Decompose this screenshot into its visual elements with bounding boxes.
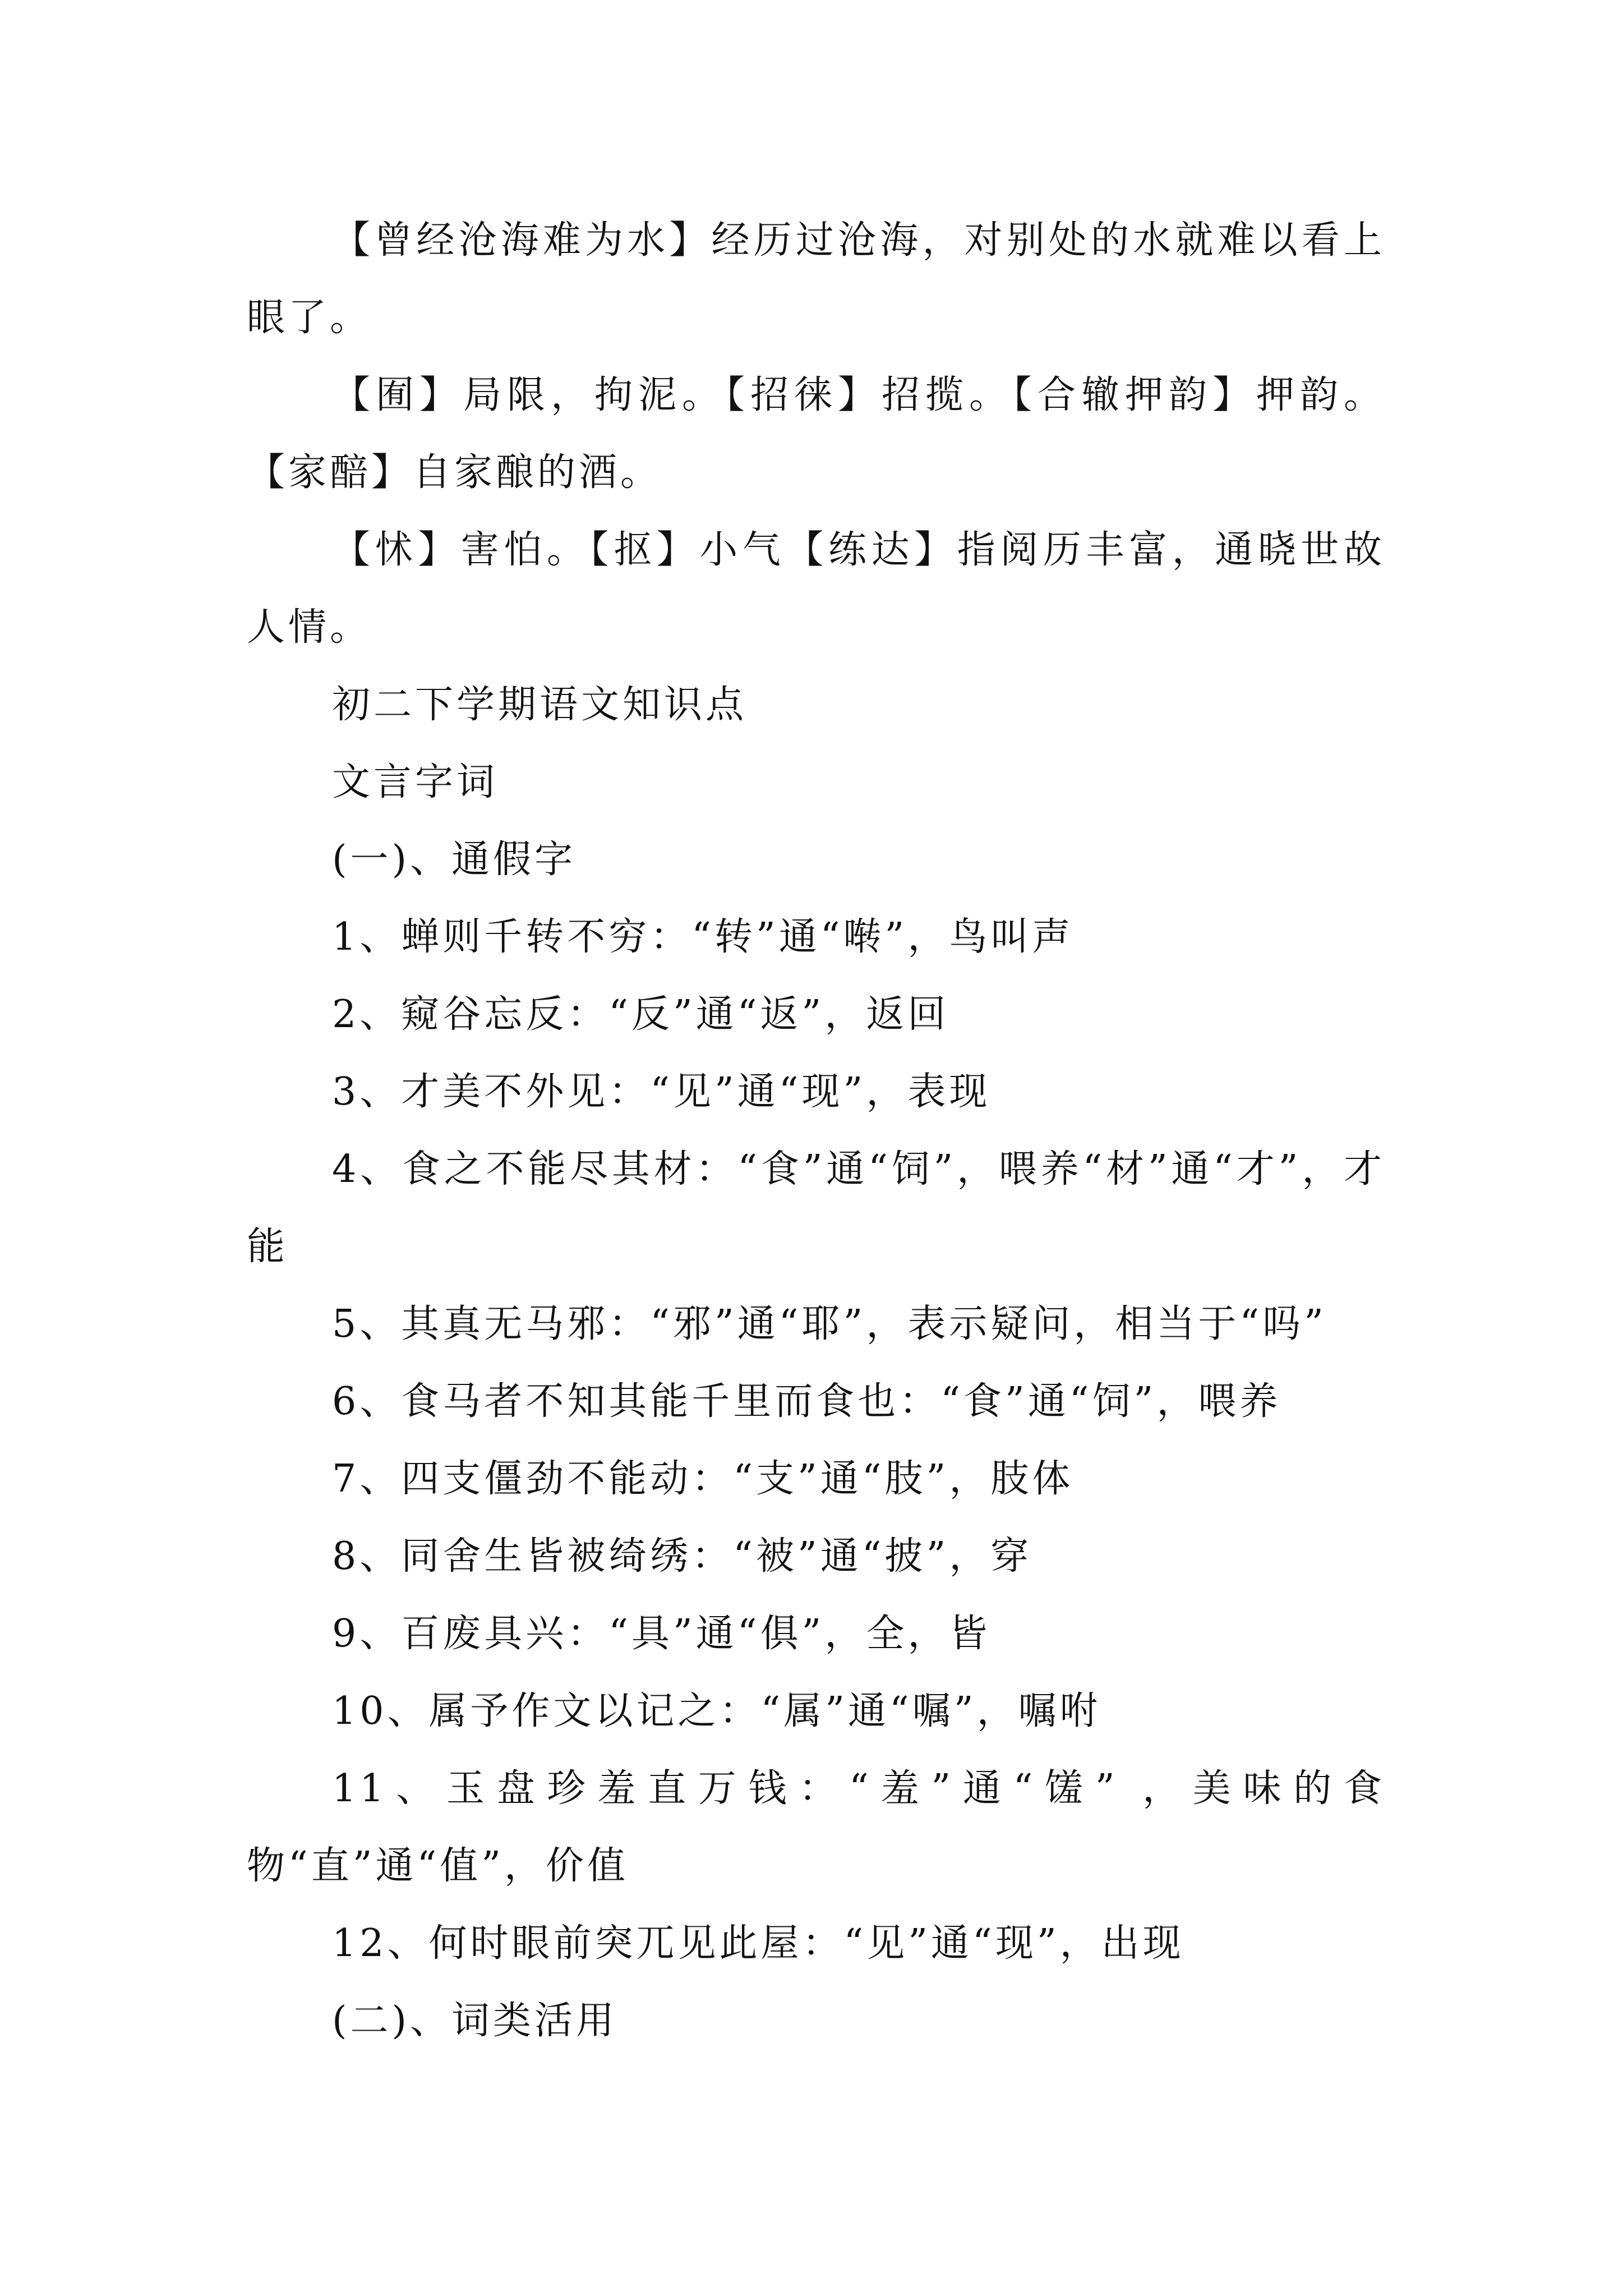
list-item: 9、百废具兴：“具”通“俱”，全，皆 (332, 1612, 991, 1656)
list-item: 8、同舍生皆被绮绣：“被”通“披”，穿 (332, 1534, 1032, 1579)
list-item: 1、蝉则千转不穷：“转”通“啭”，鸟叫声 (332, 915, 1074, 959)
document-page (247, 202, 1385, 2060)
glossary-paragraph-3: 【怵】害怕。【抠】小气【练达】指阅历丰富，通晓世故人情。 (247, 528, 1385, 650)
list-item: 7、四支僵劲不能动：“支”通“肢”，肢体 (332, 1457, 1074, 1501)
list-item: 2、窥谷忘反：“反”通“返”，返回 (332, 992, 949, 1037)
section-heading: 初二下学期语文知识点 (332, 683, 748, 727)
list-item: 11、玉盘珍羞直万钱：“羞”通“馐” ，美味的食物“直”通“值”，价值 (247, 1766, 1385, 1888)
glossary-paragraph-1: 【曾经沧海难为水】经历过沧海，对别处的水就难以看上眼了。 (247, 218, 1385, 340)
list-item: 10、属予作文以记之：“属”通“嘱”，嘱咐 (332, 1689, 1101, 1733)
list-item: 4、食之不能尽其材：“食”通“饲”，喂养“材”通“才”，才能 (247, 1147, 1385, 1269)
category-heading: (二)、词类活用 (332, 1999, 618, 2043)
list-item: 5、其真无马邪：“邪”通“耶”，表示疑问，相当于“吗” (332, 1302, 1327, 1346)
subsection-heading: 文言字词 (332, 760, 499, 804)
list-item: 6、食马者不知其能千里而食也：“食”通“饲”，喂养 (332, 1379, 1281, 1424)
category-heading: (一)、通假字 (332, 838, 577, 882)
glossary-paragraph-2: 【囿】局限，拘泥。【招徕】招揽。【合辙押韵】押韵。【家醅】自家酿的酒。 (247, 373, 1385, 495)
list-item: 12、何时眼前突兀见此屋：“见”通“现”，出现 (332, 1921, 1184, 1966)
list-item: 3、才美不外见：“见”通“现”，表现 (332, 1070, 991, 1114)
